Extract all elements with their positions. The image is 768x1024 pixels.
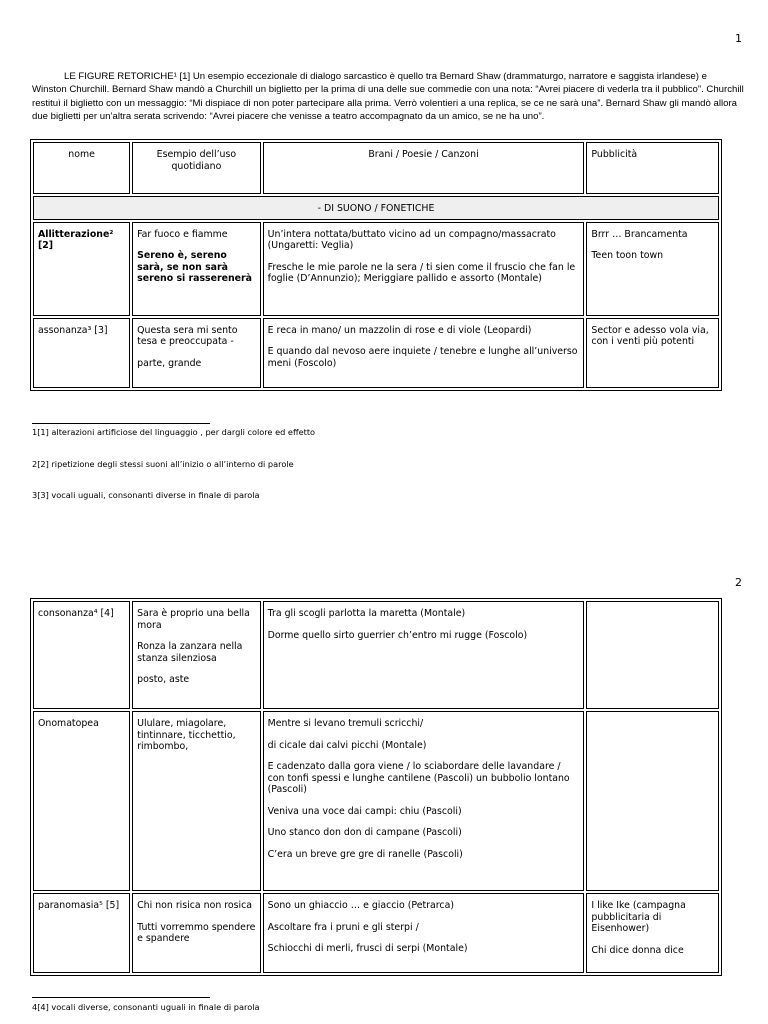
cell-esempio (132, 222, 261, 316)
quote-text: Mentre si levano tremuli scricchi/ (267, 718, 424, 729)
cell-esempio (132, 893, 261, 973)
quote-text: Tra gli scogli parlotta la maretta (Montale) (267, 608, 466, 619)
cell-pubblicita (586, 711, 719, 891)
cell-esempio (132, 318, 261, 388)
figures-table-page1 (30, 139, 722, 391)
cell-brani (263, 318, 585, 388)
ad-text: Sector e adesso vola via, con i venti più potenti (591, 324, 709, 347)
page-number: 1 (735, 32, 742, 45)
quote-text: Fresche le mie parole ne la sera / ti sien come il fruscio che fan le foglie (D’Annunzio); Meriggiare pallido e assorto (Montale) (267, 261, 576, 284)
example-text: Ululare, miagolare, tintinnare, ticchettio, rimbombo, (137, 718, 236, 752)
example-text: posto, aste (137, 674, 190, 685)
header-brani: Brani / Poesie / Canzoni (263, 142, 585, 194)
footnote-mark: 4 (32, 1002, 38, 1012)
intro-paragraph (32, 70, 744, 124)
footnote (32, 490, 260, 500)
quote-text: Dorme quello sirto guerrier ch’entro mi rugge (Foscolo) (267, 629, 528, 641)
footnote-text: ripetizione degli stessi suoni all’inizio o all’interno di parole (48, 459, 294, 469)
footnote-ref[interactable]: [1] (37, 427, 49, 437)
quote-text: Veniva una voce dai campi: chiu (Pascoli) (267, 805, 462, 817)
table-row (33, 222, 719, 316)
example-text: Ronza la zanzara nella stanza silenziosa (137, 641, 243, 664)
header-esempio: Esempio dell’uso quotidiano (132, 142, 261, 194)
footnote-text: vocali uguali, consonanti diverse in finale di parola (48, 490, 260, 500)
example-text: Sereno è, sereno sarà, se non sarà sereno si rasserenerà (137, 250, 252, 284)
quote-text: Ascoltare fra i pruni e gli sterpi / (267, 921, 419, 933)
table-row (33, 601, 719, 709)
cell-pubblicita (586, 222, 719, 316)
footnote-ref[interactable]: [2] (37, 459, 49, 469)
cell-brani (263, 222, 585, 316)
footnote-separator (32, 423, 210, 424)
quote-text: di cicale dai calvi picchi (Montale) (267, 739, 427, 751)
header-nome: nome (33, 142, 130, 194)
example-text: parte, grande (137, 357, 202, 369)
header-pubblicita: Pubblicità (586, 142, 719, 194)
footnote-mark: 1 (32, 427, 38, 437)
cell-nome: paranomasia⁵ [5] (33, 893, 130, 973)
cell-nome: Onomatopea (33, 711, 130, 891)
table-row (33, 318, 719, 388)
ad-text: I like Ike (campagna pubblicitaria di Eisenhower) (591, 900, 686, 934)
cell-pubblicita (586, 893, 719, 973)
cell-pubblicita (586, 318, 719, 388)
example-text: Questa sera mi sento tesa e preoccupata - (137, 324, 238, 347)
ad-text: Chi dice donna dice (591, 944, 684, 956)
section-title: - DI SUONO / FONETICHE (33, 196, 719, 220)
cell-esempio (132, 601, 261, 709)
quote-text: E quando dal nevoso aere inquiete / tenebre e lunghe all’universo meni (Foscolo) (267, 346, 578, 369)
quote-text: Schiocchi di merli, frusci di serpi (Montale) (267, 943, 468, 954)
example-text: Far fuoco e fiamme (137, 228, 228, 240)
cell-pubblicita (586, 601, 719, 709)
example-text: Chi non risica non rosica (137, 900, 253, 911)
footnote (32, 427, 315, 437)
intro-title: LE FIGURE RETORICHE¹ [1] (64, 71, 191, 82)
table-row (33, 893, 719, 973)
footnote-ref[interactable]: [3] (37, 490, 49, 500)
example-text: Sara è proprio una bella mora (137, 608, 250, 631)
ad-text: Brrr … Brancamenta (591, 228, 688, 240)
intro-text: Un esempio eccezionale di dialogo sarcastico è quello tra Bernard Shaw (drammaturgo, narratore e saggista irlandese) e Winston Churchill. Bernard Shaw mandò a Churchill un biglietto per la prima di una delle sue commedie con una nota: “Avrei piacere di vederla tra il pubblico”. Churchill restituì il biglietto con un messaggio: “Mi dispiace di non poter partecipare alla prima. Verrò volentieri a una replica, se ce ne sarà una”. Bernard Shaw gli mandò allora due biglietti per un’altra serata scrivendo: “Avrei piacere che venisse a teatro accompagnato da un amico, se ne ha uno”. (32, 71, 744, 123)
cell-nome: consonanza⁴ [4] (33, 601, 130, 709)
quote-text: Un’intera nottata/buttato vicino ad un compagno/massacrato (Ungaretti: Veglia) (267, 228, 556, 251)
footnote (32, 1002, 260, 1012)
cell-nome: Allitterazione² [2] (33, 222, 130, 316)
footnote-text: vocali diverse, consonanti uguali in finale di parola (48, 1002, 260, 1012)
footnote-mark: 3 (32, 490, 38, 500)
table-row (33, 711, 719, 891)
quote-text: E cadenzato dalla gora viene / lo sciabordare delle lavandare / con tonfi spessi e lunghe cantilene (Pascoli) un bubbolio lontano (Pascoli) (267, 761, 570, 795)
example-text: Tutti vorremmo spendere e spandere (137, 921, 256, 944)
quote-text: E reca in mano/ un mazzolin di rose e di viole (Leopardi) (267, 324, 532, 336)
ad-text: Teen toon town (591, 250, 664, 261)
cell-brani (263, 601, 585, 709)
footnote-mark: 2 (32, 459, 38, 469)
page-number: 2 (735, 576, 742, 589)
footnote-ref[interactable]: [4] (37, 1002, 49, 1012)
cell-esempio (132, 711, 261, 891)
quote-text: C’era un breve gre gre di ranelle (Pascoli) (267, 848, 463, 860)
cell-brani (263, 893, 585, 973)
cell-nome: assonanza³ [3] (33, 318, 130, 388)
footnote-separator (32, 997, 210, 998)
quote-text: Sono un ghiaccio … e giaccio (Petrarca) (267, 900, 454, 911)
cell-brani (263, 711, 585, 891)
quote-text: Uno stanco don don di campane (Pascoli) (267, 827, 462, 838)
footnote (32, 459, 294, 469)
figures-table-page2 (30, 598, 722, 976)
footnote-text: alterazioni artificiose del linguaggio , per dargli colore ed effetto (48, 427, 316, 437)
